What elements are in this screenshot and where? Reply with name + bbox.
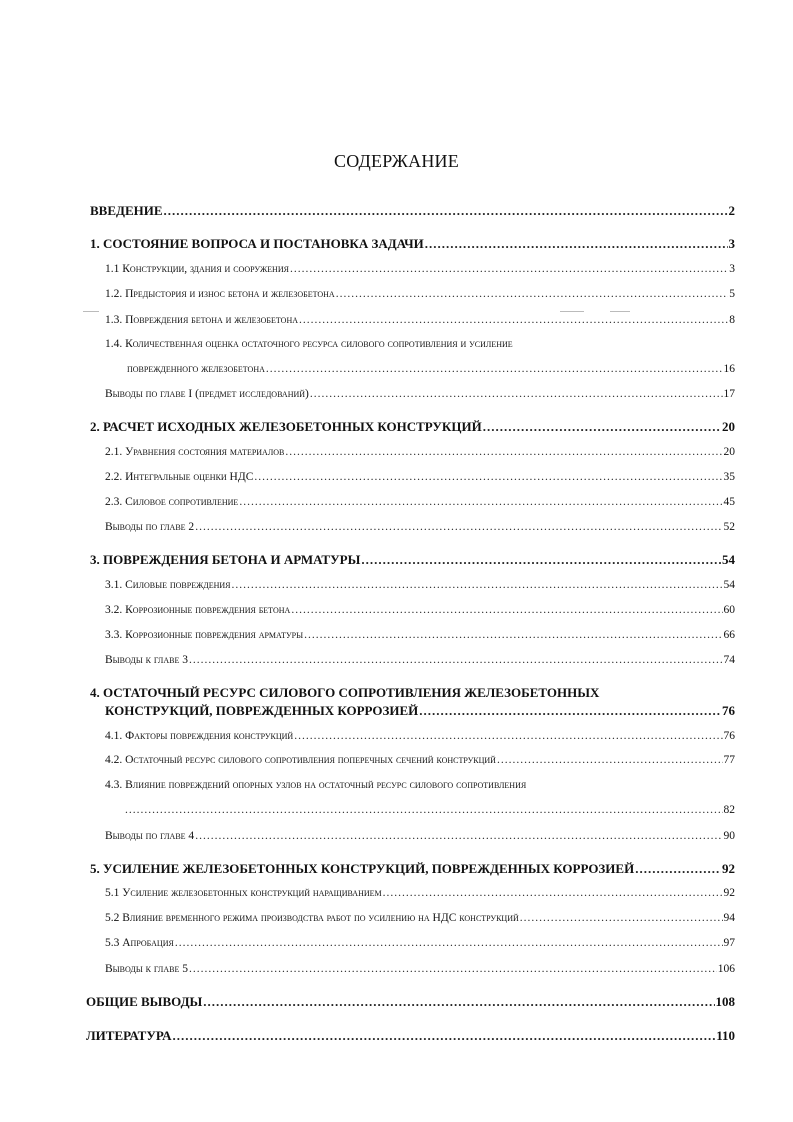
dot-leader — [419, 703, 721, 719]
toc-section-3-2[interactable] — [105, 602, 735, 618]
toc-page-number: 106 — [717, 963, 735, 975]
toc-page-number: 82 — [723, 804, 735, 816]
dot-leader — [195, 828, 722, 844]
dot-leader — [361, 552, 721, 568]
dot-leader — [254, 469, 722, 485]
dot-leader — [195, 519, 722, 535]
toc-entry-text: КОНСТРУКЦИЙ, ПОВРЕЖДЕННЫХ КОРРОЗИЕЙ — [105, 703, 419, 718]
toc-page-number: 108 — [715, 994, 735, 1009]
toc-page-number: 66 — [723, 629, 735, 641]
toc-entry-text: 2.1. Уравнения состояния материалов — [105, 446, 285, 458]
toc-page-number: 76 — [723, 730, 735, 742]
toc-page-number: 17 — [723, 388, 735, 400]
toc-entry-text: Выводы по главе 4 — [105, 830, 195, 842]
toc-entry-text: поврежденного железобетона — [127, 363, 265, 375]
scan-artifact — [83, 311, 99, 312]
dot-leader — [175, 935, 723, 951]
toc-conclusion-3[interactable] — [105, 652, 735, 668]
toc-entry-text: Выводы по главе 2 — [105, 521, 195, 533]
toc-entry-text: 1.2. Предыстория и износ бетона и железобетона — [105, 288, 335, 300]
toc-section-1-3[interactable] — [105, 312, 735, 328]
dot-leader — [291, 602, 722, 618]
toc-page-number: 90 — [723, 830, 735, 842]
toc-page-number: 2 — [728, 203, 735, 218]
dot-leader — [310, 386, 723, 402]
dot-leader — [294, 728, 722, 744]
toc-entry-text: 1.3. Повреждения бетона и железобетона — [105, 314, 299, 326]
toc-page-number: 54 — [722, 552, 735, 567]
toc-entry-text: 2. РАСЧЕТ ИСХОДНЫХ ЖЕЛЕЗОБЕТОННЫХ КОНСТРУКЦИЙ — [90, 419, 482, 434]
toc-chapter-2[interactable] — [90, 419, 735, 435]
dot-leader — [425, 236, 728, 252]
toc-entry-text: 1. СОСТОЯНИЕ ВОПРОСА И ПОСТАНОВКА ЗАДАЧИ — [90, 236, 424, 251]
toc-entry-text: 4.2. Остаточный ресурс силового сопротивления поперечных сечений конструкций — [105, 754, 496, 766]
toc-page-number: 110 — [716, 1028, 735, 1043]
toc-section-5-1[interactable] — [105, 885, 735, 901]
dot-leader — [173, 1028, 716, 1044]
toc-section-1-2[interactable] — [105, 286, 735, 302]
toc-conclusion-2[interactable] — [105, 519, 735, 535]
toc-page-number: 92 — [722, 861, 735, 876]
dot-leader — [189, 961, 717, 977]
toc-entry-general-conclusions[interactable] — [86, 994, 735, 1010]
dot-leader — [285, 444, 722, 460]
toc-page-number: 92 — [723, 887, 735, 899]
toc-section-1-4-line1: 1.4. Количественная оценка остаточного ресурса силового сопротивления и усиление — [105, 338, 513, 350]
toc-page-number: 3 — [729, 263, 735, 275]
toc-page-number: 5 — [729, 288, 735, 300]
toc-entry-text: 4.1. Факторы повреждения конструкций — [105, 730, 294, 742]
toc-section-1-4[interactable] — [127, 361, 735, 377]
dot-leader — [304, 627, 722, 643]
toc-entry-text: 5.1 Усиление железобетонных конструкций наращиванием — [105, 887, 382, 899]
toc-section-4-3-line1: 4.3. Влияние повреждений опорных узлов на остаточный ресурс силового сопротивления — [105, 779, 527, 791]
toc-section-2-1[interactable] — [105, 444, 735, 460]
dot-leader — [125, 802, 723, 818]
toc-entry-text: 1.1 Конструкции, здания и сооружения — [105, 263, 289, 275]
toc-section-2-2[interactable] — [105, 469, 735, 485]
toc-chapter-3[interactable] — [90, 552, 735, 568]
toc-page-number: 54 — [723, 579, 735, 591]
dot-leader — [336, 286, 729, 302]
toc-page-number: 35 — [723, 471, 735, 483]
toc-section-3-1[interactable] — [105, 577, 735, 593]
dot-leader — [497, 752, 723, 768]
toc-page-number: 74 — [723, 654, 735, 666]
toc-entry-literature[interactable] — [86, 1028, 735, 1044]
toc-section-5-3[interactable] — [105, 935, 735, 951]
toc-entry-text: Выводы к главе 5 — [105, 963, 188, 975]
dot-leader — [189, 652, 723, 668]
page-title: СОДЕРЖАНИЕ — [334, 151, 459, 171]
dot-leader — [383, 885, 723, 901]
toc-section-4-1[interactable] — [105, 728, 735, 744]
dot-leader — [239, 494, 722, 510]
toc-entry-text: 3.2. Коррозионные повреждения бетона — [105, 604, 291, 616]
dot-leader — [203, 994, 714, 1010]
toc-page-number: 52 — [723, 521, 735, 533]
dot-leader — [299, 312, 728, 328]
toc-page-number: 8 — [729, 314, 735, 326]
dot-leader — [266, 361, 723, 377]
toc-chapter-1[interactable] — [90, 236, 735, 252]
toc-page-number: 60 — [723, 604, 735, 616]
toc-entry-text: 2.3. Силовое сопротивление — [105, 496, 239, 508]
toc-section-2-3[interactable] — [105, 494, 735, 510]
toc-entry-text: ВВЕДЕНИЕ — [90, 203, 163, 218]
toc-section-4-3[interactable] — [124, 802, 735, 818]
toc-entry-text: 5.3 Апробация — [105, 937, 174, 949]
toc-entry-text: 2.2. Интегральные оценки НДС — [105, 471, 254, 483]
toc-section-5-2[interactable] — [105, 910, 735, 926]
toc-page-number: 94 — [723, 912, 735, 924]
toc-entry-text: 3.3. Коррозионные повреждения арматуры — [105, 629, 304, 641]
toc-page-number: 77 — [723, 754, 735, 766]
toc-entry-text: ЛИТЕРАТУРА — [86, 1028, 172, 1043]
toc-page-number: 16 — [723, 363, 735, 375]
toc-entry-intro[interactable] — [90, 203, 735, 219]
dot-leader — [231, 577, 722, 593]
toc-conclusion-4[interactable] — [105, 828, 735, 844]
dot-leader — [520, 910, 723, 926]
toc-page-number: 3 — [728, 236, 735, 251]
dot-leader — [164, 203, 728, 219]
dot-leader — [635, 861, 721, 877]
toc-section-1-1[interactable] — [105, 261, 735, 277]
scan-artifact — [560, 311, 584, 312]
toc-section-4-2[interactable] — [105, 752, 735, 768]
toc-entry-text: ОБЩИЕ ВЫВОДЫ — [86, 994, 203, 1009]
toc-chapter-5[interactable] — [90, 861, 735, 877]
toc-section-3-3[interactable] — [105, 627, 735, 643]
dot-leader — [290, 261, 728, 277]
toc-page-number: 97 — [723, 937, 735, 949]
toc-entry-text: Выводы по главе I (предмет исследований) — [105, 388, 309, 400]
toc-entry-text: 5.2 Влияние временного режима производства работ по усилению на НДС конструкций — [105, 912, 519, 924]
toc-page-number: 45 — [723, 496, 735, 508]
toc-page-number: 20 — [723, 446, 735, 458]
toc-conclusion-5[interactable] — [105, 961, 735, 977]
toc-chapter-4-line1: 4. ОСТАТОЧНЫЙ РЕСУРС СИЛОВОГО СОПРОТИВЛЕНИЯ ЖЕЛЕЗОБЕТОННЫХ — [90, 685, 600, 700]
toc-entry-text: 5. УСИЛЕНИЕ ЖЕЛЕЗОБЕТОННЫХ КОНСТРУКЦИЙ, ПОВРЕЖДЕННЫХ КОРРОЗИЕЙ — [90, 861, 635, 876]
toc-page-number: 76 — [722, 703, 735, 718]
scan-artifact — [610, 311, 630, 312]
toc-entry-text: 3.1. Силовые повреждения — [105, 579, 231, 591]
toc-page-number: 20 — [722, 419, 735, 434]
toc-entry-text: Выводы к главе 3 — [105, 654, 188, 666]
toc-entry-text: 3. ПОВРЕЖДЕНИЯ БЕТОНА И АРМАТУРЫ — [90, 552, 361, 567]
toc-conclusion-1[interactable] — [105, 386, 735, 402]
toc-chapter-4[interactable] — [105, 703, 735, 719]
dot-leader — [483, 419, 721, 435]
